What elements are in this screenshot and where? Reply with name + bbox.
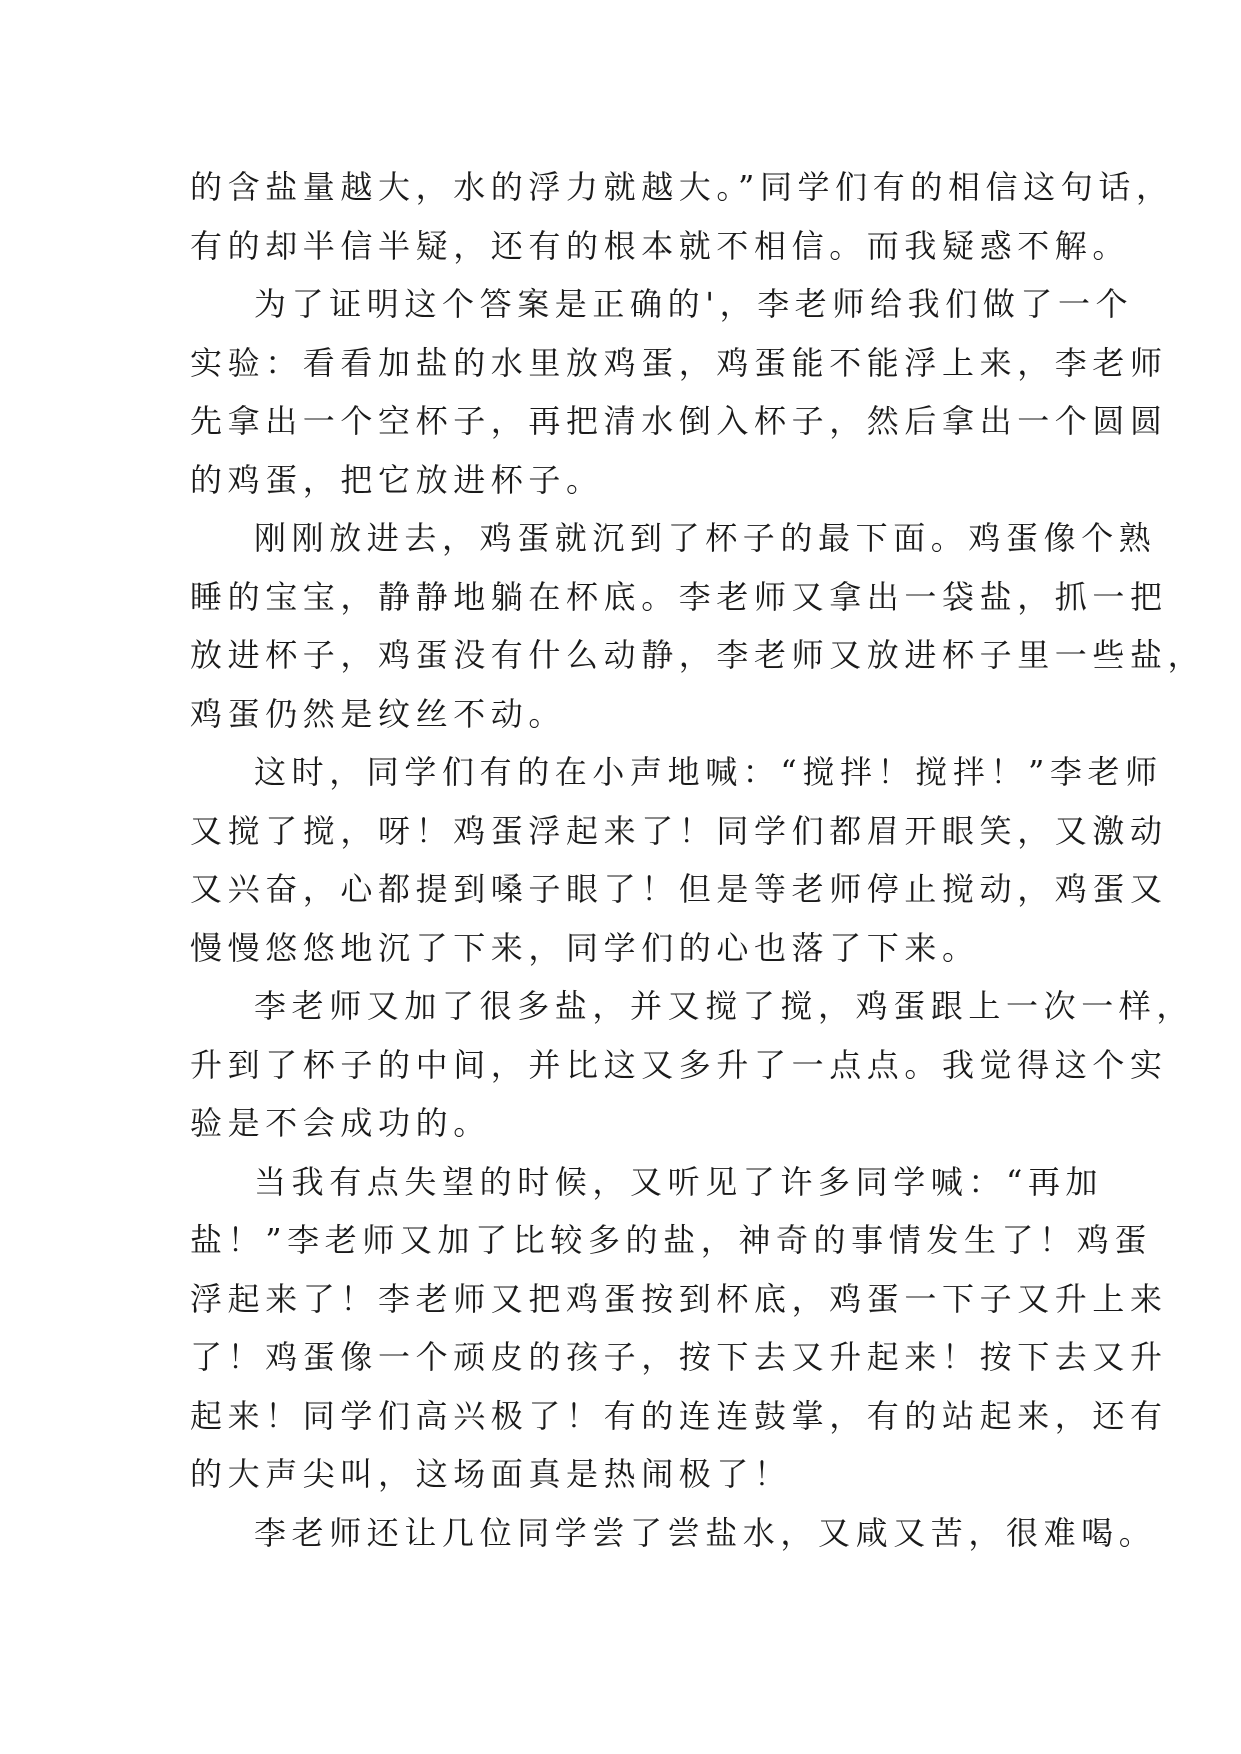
text-line: 实验：看看加盐的水里放鸡蛋，鸡蛋能不能浮上来，李老师	[190, 343, 1168, 382]
text-line: 慢慢悠悠地沉了下来，同学们的心也落了下来。	[190, 928, 980, 967]
text-line: 睡的宝宝，静静地躺在杯底。李老师又拿出一袋盐，抓一把	[190, 577, 1168, 616]
text-line: 鸡蛋仍然是纹丝不动。	[190, 694, 567, 733]
text-line: 又搅了搅，呀！鸡蛋浮起来了！同学们都眉开眼笑，又激动	[190, 811, 1168, 850]
text-line: 李老师还让几位同学尝了尝盐水，又咸又苦，很难喝。	[254, 1513, 1157, 1552]
text-line: 的含盐量越大，水的浮力就越大。”同学们有的相信这句话，	[190, 168, 1174, 206]
text-line: 升到了杯子的中间，并比这又多升了一点点。我觉得这个实	[190, 1045, 1168, 1084]
text-line: 了！鸡蛋像一个顽皮的孩子，按下去又升起来！按下去又升	[190, 1338, 1168, 1376]
text-line: 李老师又加了很多盐，并又搅了搅，鸡蛋跟上一次一样，	[254, 987, 1195, 1025]
text-line: 起来！同学们高兴极了！有的连连鼓掌，有的站起来，还有	[190, 1396, 1168, 1435]
text-line: 放进杯子，鸡蛋没有什么动静，李老师又放进杯子里一些盐，	[190, 636, 1206, 674]
text-line: 刚刚放进去，鸡蛋就沉到了杯子的最下面。鸡蛋像个熟	[254, 519, 1157, 557]
text-line: 又兴奋，心都提到嗓子眼了！但是等老师停止搅动，鸡蛋又	[190, 870, 1168, 908]
essay-body	[190, 158, 1206, 1562]
text-line: 有的却半信半疑，还有的根本就不相信。而我疑惑不解。	[190, 226, 1131, 265]
text-line: 为了证明这个答案是正确的'，李老师给我们做了一个	[254, 285, 1134, 323]
text-line: 先拿出一个空杯子，再把清水倒入杯子，然后拿出一个圆圆	[190, 402, 1168, 440]
text-line: 这时，同学们有的在小声地喊：“搅拌！搅拌！”李老师	[254, 753, 1163, 791]
text-line: 的大声尖叫，这场面真是热闹极了！	[190, 1455, 792, 1493]
text-line: 盐！”李老师又加了比较多的盐，神奇的事情发生了！鸡蛋	[190, 1221, 1152, 1259]
text-line: 验是不会成功的。	[190, 1104, 491, 1142]
text-line: 浮起来了！李老师又把鸡蛋按到杯底，鸡蛋一下子又升上来	[190, 1279, 1168, 1318]
text-line: 当我有点失望的时候，又听见了许多同学喊：“再加	[254, 1162, 1104, 1201]
text-line: 的鸡蛋，把它放进杯子。	[190, 460, 604, 499]
